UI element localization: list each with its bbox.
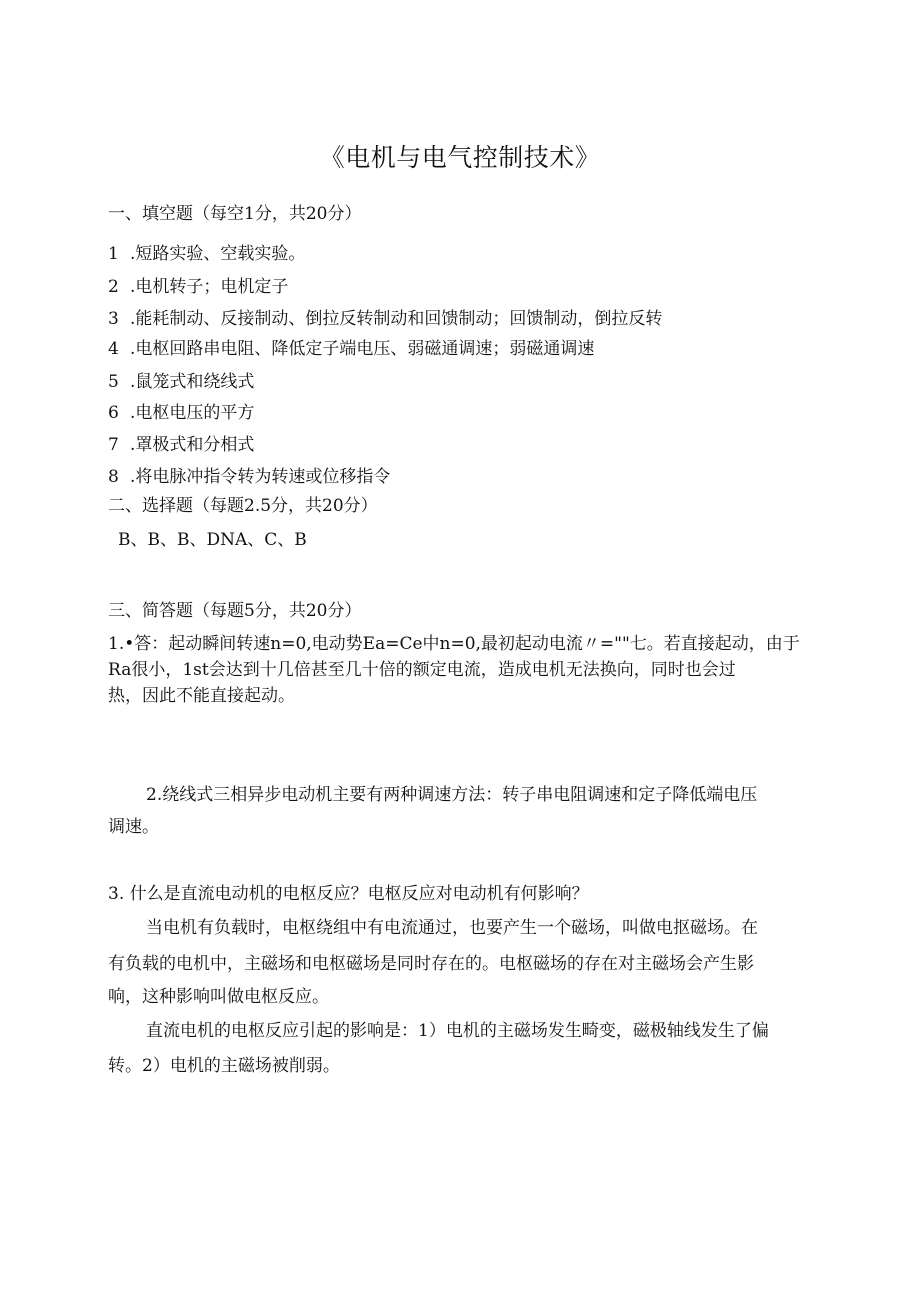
q3-para2-line-1: 直流电机的电枢反应引起的影响是：1）电机的主磁场发生畸变，磁极轴线发生了偏: [146, 1021, 769, 1041]
q1-answer-line-1: 1.•答：起动瞬间转速n=0,电动势Ea=Ce中n=0,最初起动电流〃=""七。若直接起动，由于: [108, 634, 800, 654]
section2-heading: 二、选择题（每题2.5分，共20分）: [108, 496, 378, 516]
item-number: 1: [108, 244, 119, 264]
q3-para1-line-2: 有负载的电机中，主磁场和电枢磁场是同时存在的。电枢磁场的存在对主磁场会产生影: [108, 954, 754, 974]
section1-heading: 一、填空题（每空1分，共20分）: [108, 204, 362, 224]
item-text: .电机转子；电机定子: [130, 277, 289, 297]
item-number: 8: [108, 467, 119, 487]
item-text: .能耗制动、反接制动、倒拉反转制动和回馈制动；回馈制动，倒拉反转: [130, 309, 663, 329]
fill-answer-6: [108, 402, 254, 424]
item-number: 7: [108, 435, 119, 455]
item-number: 2: [108, 277, 119, 297]
item-text: .短路实验、空载实验。: [130, 244, 306, 264]
fill-answer-1: [108, 243, 305, 265]
q1-answer-line-3: 热，因此不能直接起动。: [108, 686, 295, 706]
item-number: 4: [108, 339, 119, 359]
q2-answer-line-2: 调速。: [108, 817, 159, 837]
fill-answer-3: [108, 308, 662, 330]
document-title: 《电机与电气控制技术》: [319, 143, 601, 172]
item-text: .罩极式和分相式: [130, 435, 255, 455]
q3-para1-line-3: 响，这种影响叫做电枢反应。: [108, 987, 329, 1007]
q1-answer-line-2: Ra很小，1st会达到十几倍甚至几十倍的额定电流，造成电机无法换向，同时也会过: [108, 660, 736, 680]
item-text: .电枢电压的平方: [130, 403, 255, 423]
fill-answer-4: [108, 338, 594, 360]
fill-answer-8: [108, 466, 390, 488]
item-number: 6: [108, 403, 119, 423]
item-text: .将电脉冲指令转为转速或位移指令: [130, 467, 391, 487]
fill-answer-7: [108, 434, 254, 456]
q3-para2-line-2: 转。2）电机的主磁场被削弱。: [108, 1056, 340, 1076]
item-text: .鼠笼式和绕线式: [130, 372, 255, 392]
choice-answers: B、B、B、DNA、C、B: [118, 530, 307, 550]
item-number: 3: [108, 309, 119, 329]
item-number: 5: [108, 372, 119, 392]
fill-answer-5: [108, 371, 254, 393]
q3-question: 3. 什么是直流电动机的电枢反应？电枢反应对电动机有何影响？: [108, 884, 589, 904]
fill-answer-2: [108, 276, 288, 298]
q3-para1-line-1: 当电机有负载时，电枢绕组中有电流通过，也要产生一个磁场，叫做电抠磁场。在: [146, 918, 758, 938]
q2-answer-line-1: 2.绕线式三相异步电动机主要有两种调速方法：转子串电阻调速和定子降低端电压: [146, 785, 758, 805]
section3-heading: 三、简答题（每题5分，共20分）: [108, 601, 362, 621]
item-text: .电枢回路串电阻、降低定子端电压、弱磁通调速；弱磁通调速: [130, 339, 595, 359]
